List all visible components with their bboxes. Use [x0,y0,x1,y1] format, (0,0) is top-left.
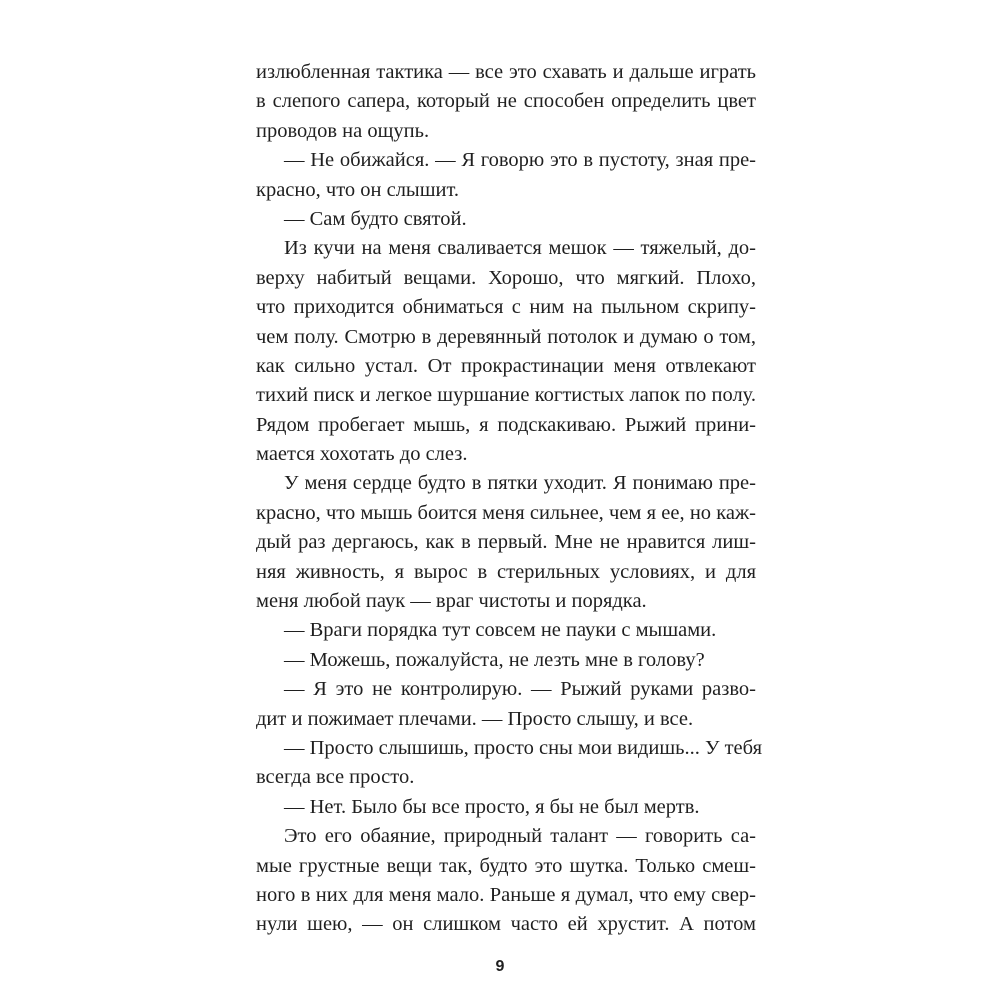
text-line: излюбленная тактика — все это схавать и дальше играть [256,61,756,83]
text-line: — Враги порядка тут совсем не пауки с мышами. [284,619,717,642]
text-line: красно, что мышь боится меня сильнее, чем я ее, но каж- [256,501,756,524]
text-line: Из кучи на меня сваливается мешок — тяжелый, до- [284,237,756,260]
text-line: меня любой паук — враг чистоты и порядка. [256,590,647,613]
text-line: верху набитый вещами. Хорошо, что мягкий. Плохо, [256,266,756,289]
body-text [256,58,763,940]
text-line: как сильно устал. От прокрастинации меня отвлекают [256,354,756,377]
text-line: ного в них для меня мало. Раньше я думал, что ему свер- [256,883,756,906]
text-line: дый раз дергаюсь, как в первый. Мне не нравится лиш- [256,531,756,554]
text-line: красно, что он слышит. [256,178,459,201]
text-line: мается хохотать до слез. [256,443,468,466]
text-line: дит и пожимает плечами. — Просто слышу, и все. [256,707,694,730]
text-line: проводов на ощупь. [256,119,430,142]
text-line: — Нет. Было бы все просто, я бы не был мертв. [284,795,700,818]
text-line: всегда все просто. [256,766,415,789]
text-line: — Просто слышишь, просто сны мои видишь... У тебя [284,736,763,759]
text-line: мые грустные вещи так, будто это шутка. Только смеш- [256,854,756,877]
text-line: — Я это не контролирую. — Рыжий руками разво- [284,678,756,701]
text-line: нули шею, — он слишком часто ей хрустит. А потом [256,913,756,936]
text-line: Это его обаяние, природный талант — говорить са- [284,825,756,848]
text-line: Рядом пробегает мышь, я подскакиваю. Рыжий прини- [256,413,756,436]
text-line: У меня сердце будто в пятки уходит. Я понимаю пре- [284,472,756,495]
text-line: — Можешь, пожалуйста, не лезть мне в голову? [284,648,705,671]
text-line: — Не обижайся. — Я говорю это в пустоту, зная пре- [284,149,756,172]
text-line: чем полу. Смотрю в деревянный потолок и думаю о том, [256,325,756,348]
text-line: в слепого сапера, который не способен определить цвет [256,90,756,113]
text-line: няя живность, я вырос в стерильных условиях, и для [256,560,756,583]
text-line: что приходится обниматься с ним на пыльном скрипу- [256,296,756,319]
text-line: тихий писк и легкое шуршание когтистых лапок по полу. [256,384,756,407]
page-number: 9 [495,958,505,975]
text-line: — Сам будто святой. [284,207,467,230]
